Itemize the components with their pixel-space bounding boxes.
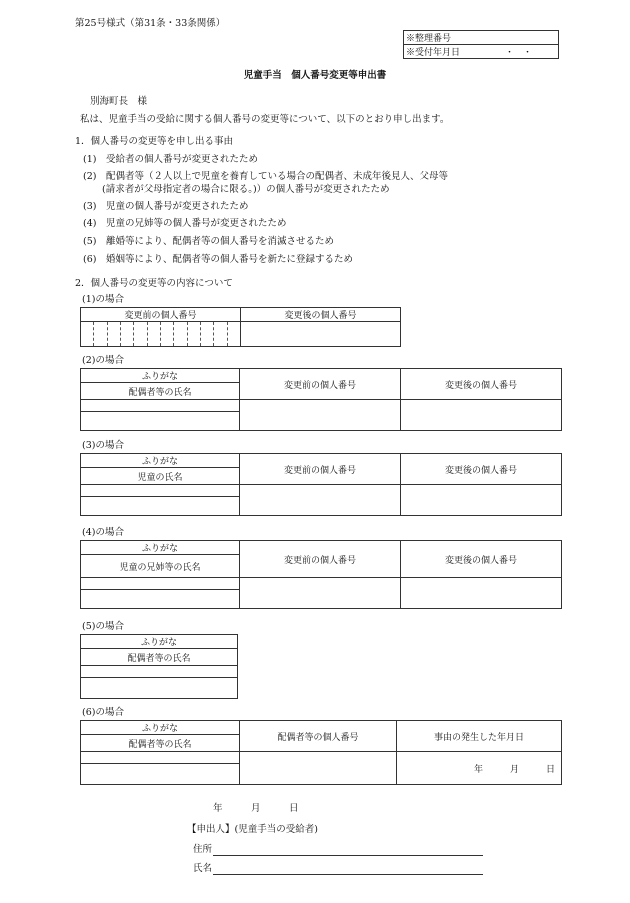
address-line[interactable] (213, 855, 483, 856)
case3-name-input[interactable] (81, 497, 240, 516)
reason-2: (2) 配偶者等（２人以上で児童を養育している場合の配偶者、未成年後見人、父母等 (83, 171, 448, 182)
digit-cell[interactable] (160, 322, 173, 346)
form-number: 第25号様式（第31条・33条関係） (75, 18, 226, 29)
case4-name-input[interactable] (81, 590, 240, 609)
case1-before-head: 変更前の個人番号 (81, 308, 241, 322)
digit-cell[interactable] (107, 322, 120, 346)
document-title: 児童手当 個人番号変更等申出書 (243, 70, 387, 81)
digit-cell[interactable] (133, 322, 146, 346)
case6-date-input[interactable]: 年 月 日 (397, 752, 562, 785)
received-date: ※受付年月日 ・ ・ (404, 45, 559, 59)
case2-furigana-head: ふりがな (81, 369, 240, 383)
case5-name-head: 配偶者等の氏名 (81, 649, 238, 666)
reason-2-cont: (請求者が父母指定者の場合に限る。)）の個人番号が変更されたため (83, 184, 390, 195)
case6-number-input[interactable] (240, 752, 397, 785)
case6-table (80, 720, 562, 785)
case5-label: (5)の場合 (82, 621, 124, 632)
reason-6: (6) 婚姻等により、配偶者等の個人番号を新たに登録するため (83, 254, 353, 265)
case4-after-input[interactable] (401, 578, 562, 609)
case4-label: (4)の場合 (82, 527, 124, 538)
case1-after-head: 変更後の個人番号 (241, 308, 401, 322)
office-use-box (403, 30, 559, 59)
reason-4: (4) 児童の兄姉等の個人番号が変更されたため (83, 218, 287, 229)
case4-furigana-head: ふりがな (81, 541, 240, 555)
case3-after-input[interactable] (401, 485, 562, 516)
case4-furigana-input[interactable] (81, 578, 240, 590)
case1-before-input[interactable] (81, 322, 241, 347)
case5-table (80, 634, 238, 699)
digit-cell[interactable] (173, 322, 186, 346)
digit-cell[interactable] (200, 322, 213, 346)
case4-before-head: 変更前の個人番号 (240, 541, 401, 578)
reason-1: (1) 受給者の個人番号が変更されたため (83, 154, 258, 165)
case3-furigana-head: ふりがな (81, 454, 240, 468)
digit-cell[interactable] (81, 322, 93, 346)
case6-furigana-input[interactable] (81, 752, 240, 764)
case4-name-head: 児童の兄姉等の氏名 (81, 555, 240, 578)
reason-3: (3) 児童の個人番号が変更されたため (83, 201, 249, 212)
digit-cell[interactable] (213, 322, 226, 346)
case5-name-input[interactable] (81, 678, 238, 699)
submission-date[interactable]: 年 月 日 (213, 803, 299, 814)
case2-before-input[interactable] (240, 400, 401, 431)
addressee: 別海町長 様 (90, 96, 148, 107)
case2-table (80, 368, 562, 431)
case2-before-head: 変更前の個人番号 (240, 369, 401, 400)
case3-furigana-input[interactable] (81, 485, 240, 497)
case3-before-head: 変更前の個人番号 (240, 454, 401, 485)
case2-label: (2)の場合 (82, 355, 124, 366)
applicant-heading: 【申出人】(児童手当の受給者) (187, 824, 318, 835)
digit-cell[interactable] (120, 322, 133, 346)
case3-table (80, 453, 562, 516)
digit-cell[interactable] (187, 322, 200, 346)
case2-after-head: 変更後の個人番号 (401, 369, 562, 400)
name-label: 氏名 (193, 863, 213, 874)
case1-label: (1)の場合 (82, 294, 124, 305)
case3-before-input[interactable] (240, 485, 401, 516)
case5-furigana-head: ふりがな (81, 635, 238, 649)
case2-furigana-input[interactable] (81, 400, 240, 412)
reason-5: (5) 離婚等により、配偶者等の個人番号を消滅させるため (83, 236, 334, 247)
digit-cell[interactable] (93, 322, 106, 346)
intro-text: 私は、児童手当の受給に関する個人番号の変更等について、以下のとおり申し出ます。 (80, 114, 450, 125)
section1-heading: 1．個人番号の変更等を申し出る事由 (75, 136, 234, 147)
case2-name-head: 配偶者等の氏名 (81, 383, 240, 400)
case4-table (80, 540, 562, 609)
digit-cell[interactable] (227, 322, 240, 346)
case2-after-input[interactable] (401, 400, 562, 431)
case6-name-input[interactable] (81, 764, 240, 785)
case6-furigana-head: ふりがな (81, 721, 240, 735)
name-line[interactable] (213, 874, 483, 875)
case6-number-head: 配偶者等の個人番号 (240, 721, 397, 752)
case6-label: (6)の場合 (82, 707, 124, 718)
case6-date-head: 事由の発生した年月日 (397, 721, 562, 752)
case4-before-input[interactable] (240, 578, 401, 609)
case6-name-head: 配偶者等の氏名 (81, 735, 240, 752)
case3-label: (3)の場合 (82, 440, 124, 451)
reference-number: ※整理番号 (404, 31, 559, 45)
section2-heading: 2．個人番号の変更等の内容について (75, 278, 233, 289)
case3-after-head: 変更後の個人番号 (401, 454, 562, 485)
address-label: 住所 (193, 844, 213, 855)
case1-table (80, 307, 401, 347)
case3-name-head: 児童の氏名 (81, 468, 240, 485)
case1-after-input[interactable] (241, 322, 401, 347)
case4-after-head: 変更後の個人番号 (401, 541, 562, 578)
digit-cell[interactable] (147, 322, 160, 346)
case2-name-input[interactable] (81, 412, 240, 431)
case5-furigana-input[interactable] (81, 666, 238, 678)
